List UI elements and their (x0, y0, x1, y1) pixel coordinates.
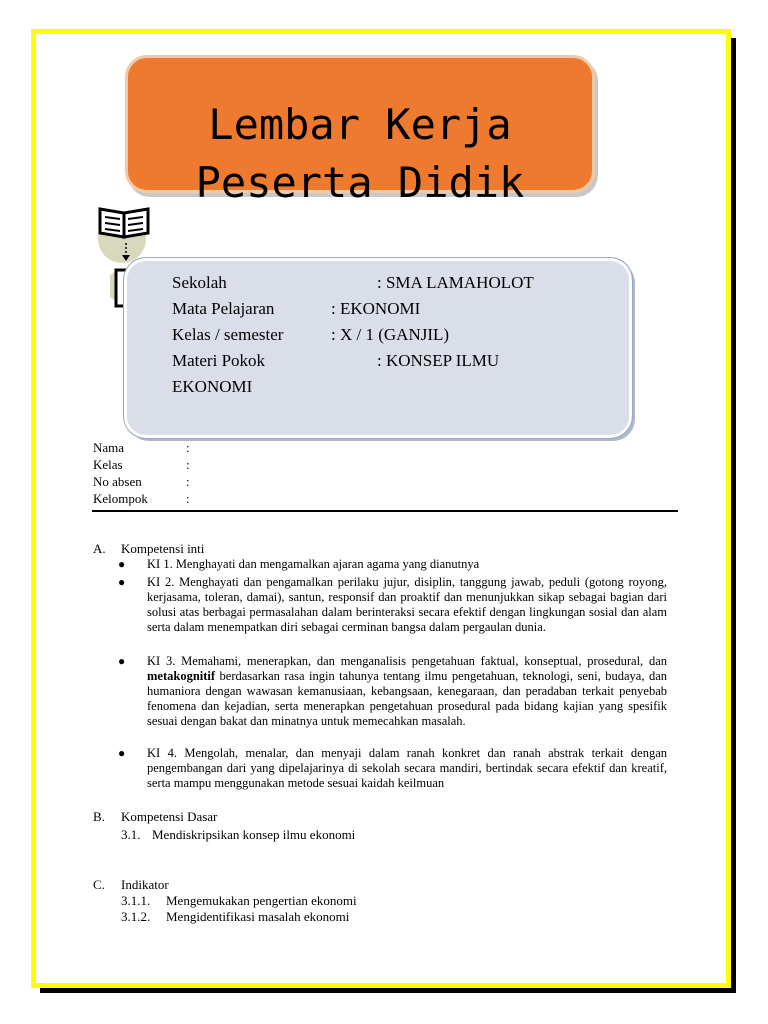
field-noabsen-label: No absen (93, 474, 142, 489)
bullet-ki1: ● (118, 557, 126, 571)
title-banner (125, 55, 595, 207)
field-nama-sep: : (186, 440, 190, 455)
ki3-text (147, 654, 667, 729)
ki4-text: KI 4. Mengolah, menalar, dan menyaji dalam ranah konkret dan ranah abstrak terkait dengan pengembangan dari yang dipelajarinya di sekolah secara mandiri, bertindak secara efektif dan kreatif, serta mampu menggunakan metode sesuai kaidah keilmuan (147, 746, 667, 790)
kelas-label: Kelas / semester (172, 325, 284, 344)
section-b-marker: B. (93, 809, 105, 824)
bullet-ki3: ● (118, 654, 126, 668)
ki3-text-bold: metakognitif (147, 669, 216, 683)
materi-label: Materi Pokok (172, 351, 266, 370)
indikator-1-text: Mengemukakan pengertian ekonomi (166, 893, 357, 908)
ki2-text: KI 2. Menghayati dan pengamalkan perilaku jujur, disiplin, tanggung jawab, peduli (gotong royong, kerjasama, toleran, damai), santun, responsif dan proaktif dan menunjukkan sikap sebagai bagian dari solusi atas berbagai permasalahan dalam berinteraksi secara efektif dengan lingkungan sosial dan alam serta dalam menempatkan diri sebagai cerminan bangsa dalam pergaulan dunia. (147, 575, 667, 634)
title-line-1: Lembar Kerja (208, 100, 512, 149)
indikator-2-text: Mengidentifikasi masalah ekonomi (166, 909, 350, 924)
sekolah-label: Sekolah (172, 273, 227, 292)
section-c-title: Indikator (121, 877, 169, 892)
ki3-text-before: KI 3. Memahami, menerapkan, dan menganalisis pengetahuan faktual, konseptual, prosedural, dan (147, 654, 667, 668)
field-noabsen-sep: : (186, 474, 190, 489)
section-c-marker: C. (93, 877, 105, 892)
title-line-2: Peserta Didik (195, 158, 525, 207)
sekolah-value: : SMA LAMAHOLOT (377, 273, 534, 292)
book-icon (96, 203, 158, 265)
divider-line (92, 510, 678, 512)
materi-value: : KONSEP ILMU (377, 351, 500, 370)
section-b-title: Kompetensi Dasar (121, 809, 218, 824)
field-kelas-sep: : (186, 457, 190, 472)
bullet-ki4: ● (118, 746, 126, 760)
kd-text: Mendiskripsikan konsep ilmu ekonomi (152, 827, 356, 842)
bullet-ki2: ● (118, 575, 126, 589)
ki3-text-after: berdasarkan rasa ingin tahunya tentang ilmu pengetahuan, teknologi, seni, budaya, dan humaniora dengan wawasan kemanusiaan, kebangsaan, kenegaraan, dan peradaban terkait penyebab fenomena dan kejadian, serta menerapkan pengetahuan prosedural pada bidang kajian yang spesifik sesuai dengan bakat dan minatnya untuk memecahkan masalah. (147, 669, 667, 728)
mapel-label: Mata Pelajaran (172, 299, 275, 318)
section-a-title: Kompetensi inti (121, 541, 205, 556)
kd-number: 3.1. (121, 827, 141, 842)
field-kelompok-label: Kelompok (93, 491, 148, 506)
mapel-value: : EKONOMI (331, 299, 421, 318)
field-kelompok-sep: : (186, 491, 190, 506)
indikator-2-number: 3.1.2. (121, 909, 151, 924)
field-kelas-label: Kelas (93, 457, 123, 472)
field-nama-label: Nama (93, 440, 125, 455)
indikator-1-number: 3.1.1. (121, 893, 151, 908)
materi-value-cont: EKONOMI (172, 377, 253, 396)
kelas-value: : X / 1 (GANJIL) (331, 325, 450, 344)
ki1-text: KI 1. Menghayati dan mengamalkan ajaran agama yang dianutnya (147, 557, 480, 571)
section-a-marker: A. (93, 541, 106, 556)
